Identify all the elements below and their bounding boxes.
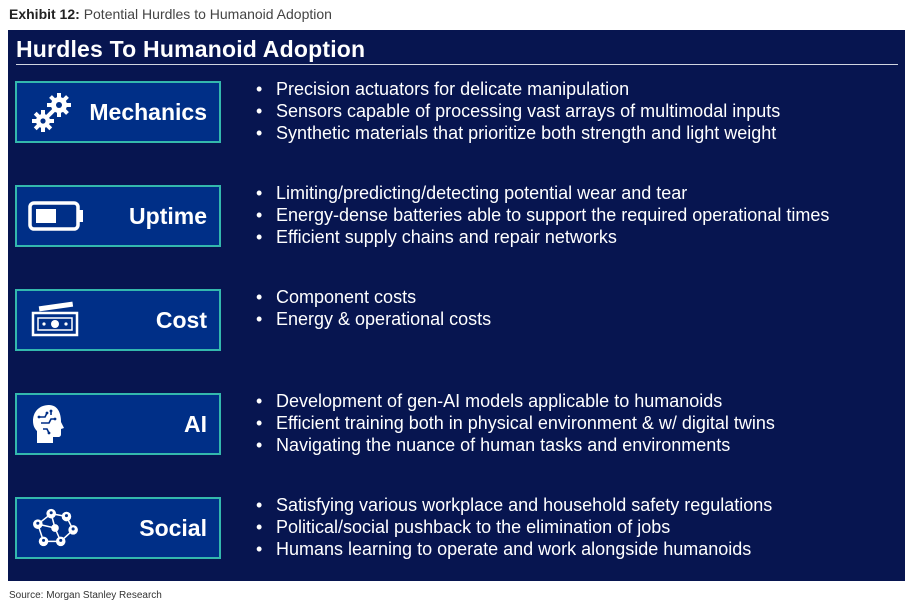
bullet-item: • Humans learning to operate and work alongside humanoids	[256, 538, 772, 560]
bullet-item: • Component costs	[256, 286, 491, 308]
bullet-item: • Energy & operational costs	[256, 308, 491, 330]
bullet-item: • Precision actuators for delicate manipulation	[256, 78, 780, 100]
battery-icon	[27, 195, 87, 237]
bullet-item: • Satisfying various workplace and household safety regulations	[256, 494, 772, 516]
hurdle-label-ai: AI	[184, 411, 207, 437]
hurdle-bullets-uptime	[256, 182, 829, 248]
bullet-item: • Limiting/predicting/detecting potential wear and tear	[256, 182, 829, 204]
hurdle-tile-cost	[15, 289, 221, 351]
bullet-item: • Navigating the nuance of human tasks and environments	[256, 434, 775, 456]
hurdle-bullets-cost	[256, 286, 491, 330]
brain-head-icon	[29, 403, 75, 445]
hurdle-label-mechanics: Mechanics	[89, 99, 207, 125]
hurdle-tile-ai	[15, 393, 221, 455]
source-note: Source: Morgan Stanley Research	[9, 590, 162, 601]
hurdles-panel	[8, 30, 905, 581]
hurdle-row-social	[8, 497, 905, 577]
hurdle-bullets-ai	[256, 390, 775, 456]
bullet-item: • Efficient supply chains and repair networks	[256, 226, 829, 248]
hurdle-tile-mechanics	[15, 81, 221, 143]
bullet-item: • Sensors capable of processing vast arrays of multimodal inputs	[256, 100, 780, 122]
hurdle-bullets-social	[256, 494, 772, 560]
hurdle-label-cost: Cost	[155, 307, 207, 333]
bullet-item: • Synthetic materials that prioritize both strength and light weight	[256, 122, 780, 144]
title-divider	[16, 64, 898, 65]
bullet-item: • Energy-dense batteries able to support the required operational times	[256, 204, 829, 226]
hurdle-label-uptime: Uptime	[129, 203, 207, 229]
bullet-item: • Political/social pushback to the elimination of jobs	[256, 516, 772, 538]
hurdle-tile-uptime	[15, 185, 221, 247]
bullet-item: • Efficient training both in physical environment & w/ digital twins	[256, 412, 775, 434]
exhibit-caption	[9, 6, 332, 22]
hurdle-bullets-mechanics	[256, 78, 780, 144]
hurdle-row-uptime	[8, 185, 905, 265]
hurdle-row-mechanics	[8, 81, 905, 161]
gears-icon	[29, 91, 75, 133]
money-icon	[27, 299, 83, 341]
hurdle-tile-social	[15, 497, 221, 559]
exhibit-title: Potential Hurdles to Humanoid Adoption	[83, 6, 332, 22]
network-people-icon	[27, 507, 83, 549]
hurdle-row-cost	[8, 289, 905, 369]
panel-title: Hurdles To Humanoid Adoption	[16, 36, 366, 62]
hurdle-label-social: Social	[139, 515, 207, 541]
hurdle-row-ai	[8, 393, 905, 473]
exhibit-number: Exhibit 12:	[9, 6, 80, 22]
bullet-item: • Development of gen-AI models applicable to humanoids	[256, 390, 775, 412]
